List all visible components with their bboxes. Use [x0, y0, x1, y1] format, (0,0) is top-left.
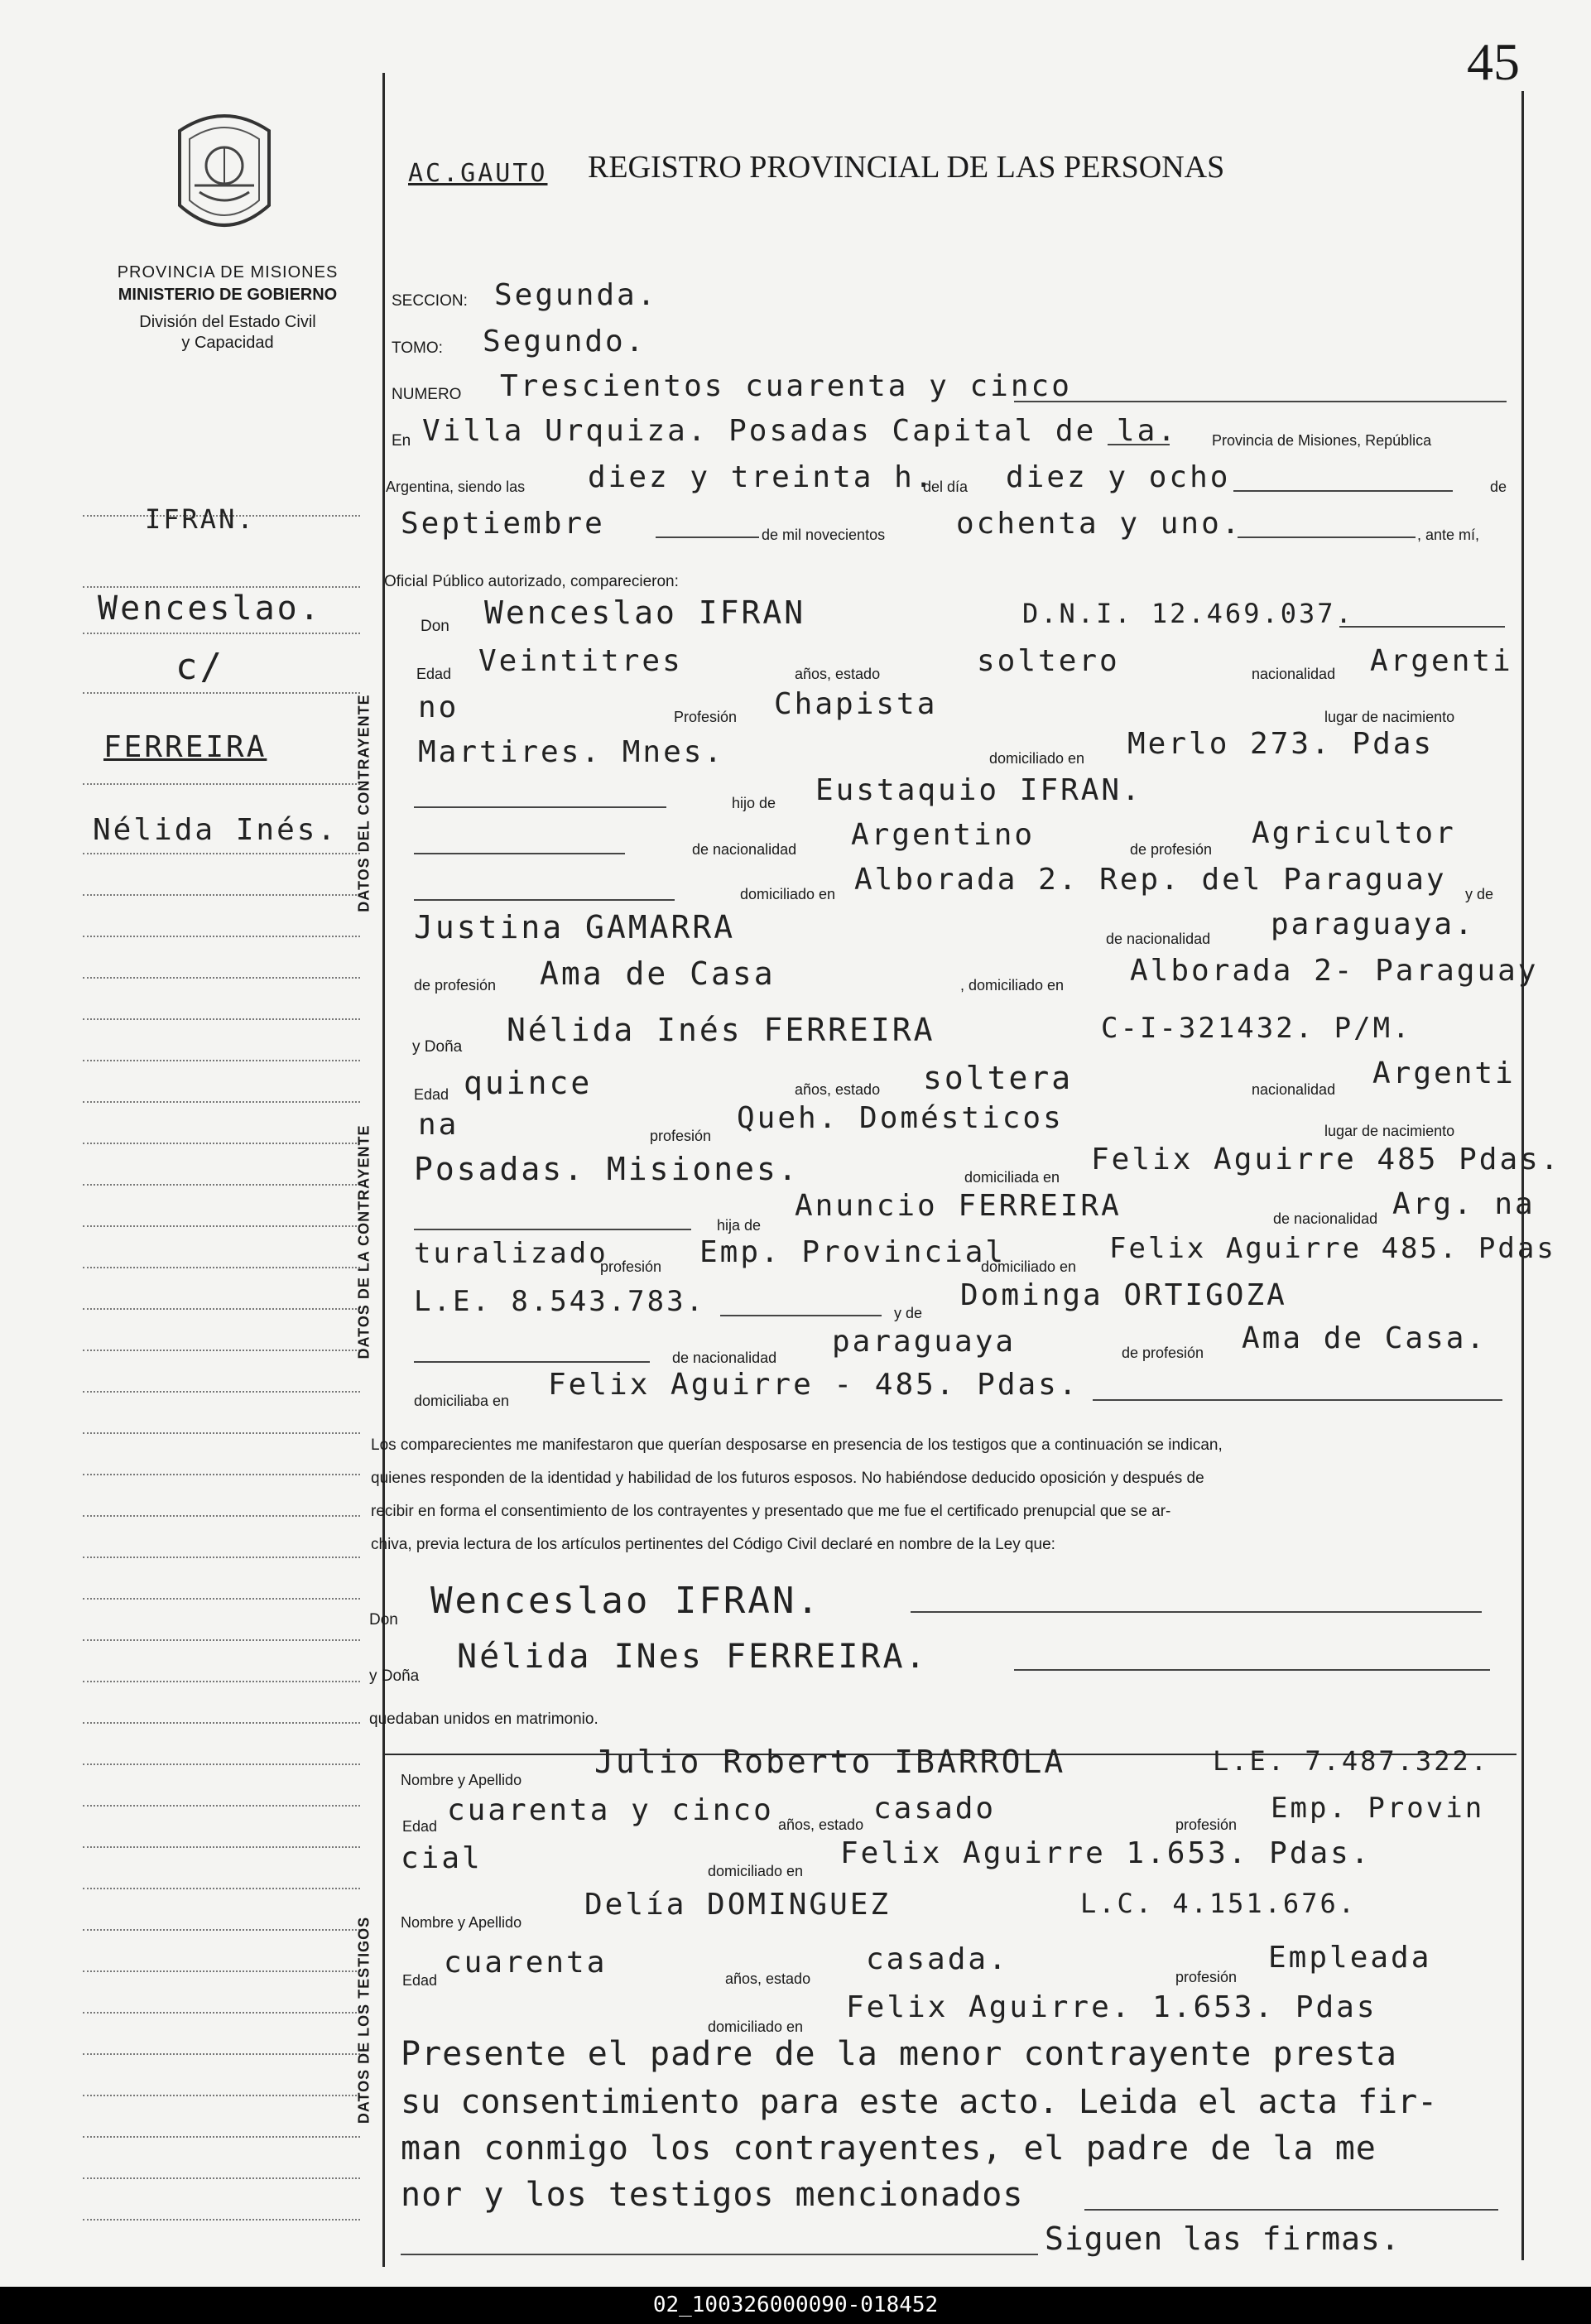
- margin-divider: [83, 586, 360, 588]
- w1-anos-estado-label: años, estado: [778, 1816, 864, 1833]
- groom-madre-prof-label: de profesión: [414, 977, 497, 994]
- groom-padre-dom: Alborada 2. Rep. del Paraguay: [854, 863, 1447, 897]
- bride-padre-prof-label: profesión: [600, 1258, 662, 1275]
- margin-rule: [382, 73, 385, 2267]
- fill-line: [720, 1315, 882, 1316]
- groom-edad: Veintitres: [478, 644, 683, 678]
- fill-line: [1014, 1669, 1490, 1671]
- margin-name-bride: Nélida Inés.: [93, 813, 339, 847]
- margin-divider: [83, 1184, 360, 1186]
- bride-edad: quince: [464, 1065, 593, 1101]
- bride-section-label: DATOS DE LA CONTRAYENTE: [355, 1124, 373, 1359]
- margin-divider: [83, 1143, 360, 1144]
- bride-padre-nac-label: de nacionalidad: [1273, 1210, 1378, 1227]
- margin-divider: [83, 977, 360, 979]
- groom-hijo-label: hijo de: [732, 795, 776, 811]
- groom-don-label: Don: [421, 618, 449, 635]
- org-line-1: PROVINCIA DE MISIONES: [117, 263, 339, 281]
- org-heading: [75, 263, 381, 353]
- w1-nombre-label: Nombre y Apellido: [401, 1772, 522, 1788]
- bride-madre-prof-label: de profesión: [1122, 1345, 1204, 1361]
- bride-profesion-label: profesión: [650, 1128, 712, 1144]
- groom-domicilio: Merlo 273. Pdas: [1127, 727, 1435, 761]
- w1-name: Julio Roberto IBARROLA: [594, 1744, 1066, 1780]
- decl-closing: quedaban unidos en matrimonio.: [369, 1711, 598, 1728]
- org-line-4: y Capacidad: [181, 334, 274, 352]
- fill-line: [1084, 2209, 1498, 2211]
- w1-domicilio-label: domiciliado en: [708, 1863, 804, 1879]
- groom-padre-nac-label: de nacionalidad: [692, 841, 797, 858]
- groom-edad-label: Edad: [416, 666, 452, 682]
- bride-dona-label: y Doña: [412, 1038, 463, 1056]
- fill-line: [911, 1611, 1482, 1613]
- groom-section-label: DATOS DEL CONTRAYENTE: [355, 694, 373, 912]
- groom-dni: D.N.I. 12.469.037.: [1022, 598, 1354, 629]
- bride-padre-dom-label: domiciliado en: [981, 1258, 1077, 1275]
- fill-line: [1339, 626, 1505, 628]
- declaration-line: recibir en forma el consentimiento de los contrayentes y presentado que me fue el certificado prenupcial que se ar-: [371, 1503, 1171, 1520]
- margin-divider: [83, 1060, 360, 1061]
- w1-profesion-label: profesión: [1175, 1816, 1238, 1833]
- page-number: 45: [1467, 32, 1520, 91]
- margin-divider: [83, 1598, 360, 1600]
- groom-y-de-label: y de: [1465, 886, 1494, 902]
- groom-madre-nac: paraguaya.: [1271, 907, 1475, 941]
- w1-prof-b: cial: [401, 1841, 483, 1875]
- seccion-label: SECCION:: [392, 292, 468, 310]
- fill-line: [1093, 1399, 1502, 1401]
- groom-nacionalidad-a: Argenti: [1370, 644, 1513, 678]
- lugar-value: Villa Urquiza. Posadas Capital de la.: [422, 414, 1178, 448]
- fill-line: [401, 2254, 1038, 2255]
- margin-divider: [83, 936, 360, 937]
- bride-domicilio: Felix Aguirre 485 Pdas.: [1091, 1143, 1561, 1176]
- groom-domicilio-label: domiciliado en: [989, 750, 1085, 767]
- bride-edad-label: Edad: [414, 1086, 449, 1103]
- decl-bride: Nélida INes FERREIRA.: [457, 1638, 928, 1676]
- document-id-footer: 02_100326000090-018452: [0, 2287, 1591, 2324]
- w2-doc: L.C. 4.151.676.: [1080, 1888, 1357, 1919]
- w2-prof: Empleada: [1268, 1941, 1432, 1975]
- witness-notes-line: nor y los testigos mencionados: [401, 2176, 1024, 2214]
- witness-notes-line: su consentimiento para este acto. Leida el acta fir-: [401, 2083, 1438, 2121]
- w2-profesion-label: profesión: [1175, 1969, 1238, 1985]
- groom-lugar-nac-label: lugar de nacimiento: [1324, 709, 1455, 725]
- groom-madre-prof: Ama de Casa: [540, 955, 776, 992]
- fill-line: [1238, 536, 1416, 538]
- tomo-label: TOMO:: [392, 339, 443, 357]
- numero-label: NUMERO: [392, 386, 462, 403]
- margin-surname-bride: FERREIRA: [103, 730, 267, 764]
- ante-mi-label: , ante mí,: [1417, 527, 1480, 543]
- bride-padre-dom: Felix Aguirre 485. Pdas: [1109, 1232, 1556, 1265]
- bride-madre-prof: Ama de Casa.: [1242, 1321, 1488, 1355]
- w2-estado: casada.: [866, 1942, 1009, 1976]
- groom-nacionalidad-b: no: [418, 690, 459, 724]
- margin-divider: [83, 1391, 360, 1393]
- groom-anos-estado-label: años, estado: [795, 666, 881, 682]
- groom-padre: Eustaquio IFRAN.: [815, 773, 1142, 807]
- bride-nacionalidad-b: na: [418, 1108, 459, 1142]
- bride-nacionalidad-a: Argenti: [1372, 1056, 1516, 1090]
- org-line-3: División del Estado Civil: [139, 313, 316, 331]
- witness-notes-line: Presente el padre de la menor contrayente presta: [401, 2035, 1397, 2073]
- bride-lugar-nac: Posadas. Misiones.: [414, 1151, 800, 1187]
- de-label: de: [1490, 479, 1507, 495]
- declaration-line: chiva, previa lectura de los artículos pertinentes del Código Civil declaré en nombre de la Ley que:: [371, 1536, 1055, 1553]
- bride-madre-nac-label: de nacionalidad: [672, 1350, 777, 1366]
- org-line-2: MINISTERIO DE GOBIERNO: [118, 286, 338, 304]
- bride-madre-nac: paraguaya: [832, 1325, 1017, 1359]
- margin-connector: c/: [175, 646, 224, 688]
- fill-line: [414, 806, 666, 808]
- w2-dom: Felix Aguirre. 1.653. Pdas: [846, 1990, 1377, 2024]
- groom-madre-nac-label: de nacionalidad: [1106, 931, 1211, 947]
- groom-lugar-nac: Martires. Mnes.: [418, 735, 725, 769]
- anio-value: ochenta y uno.: [956, 507, 1243, 541]
- fill-line: [414, 853, 625, 854]
- margin-divider: [83, 1722, 360, 1724]
- declaration-line: quienes responden de la identidad y habilidad de los futuros esposos. No habiéndose deducido oposición y después de: [371, 1470, 1204, 1487]
- declaration-line: Los comparecientes me manifestaron que querían desposarse en presencia de los testigos que a continuación se indican,: [371, 1436, 1223, 1454]
- margin-divider: [83, 1805, 360, 1807]
- margin-divider: [83, 853, 360, 854]
- groom-padre-prof: Agricultor: [1252, 816, 1456, 850]
- oficial-text: Oficial Público autorizado, comparecieron:: [384, 573, 679, 590]
- bride-padre-nac-b: turalizado: [414, 1237, 608, 1270]
- bride-padre-le: L.E. 8.543.783.: [414, 1285, 706, 1318]
- bride-profesion: Queh. Domésticos: [737, 1101, 1064, 1135]
- header-annotation: AC.GAUTO: [408, 159, 548, 188]
- fill-line: [414, 899, 675, 901]
- groom-profesion: Chapista: [774, 687, 938, 721]
- margin-divider: [83, 783, 360, 785]
- groom-madre-dom: Alborada 2- Paraguay: [1130, 954, 1539, 988]
- margin-divider: [83, 2136, 360, 2138]
- bride-padre-nac-a: Arg. na: [1392, 1187, 1536, 1221]
- tomo-value: Segundo.: [483, 325, 646, 358]
- fill-line: [414, 1229, 691, 1230]
- bride-padre-prof: Emp. Provincial: [699, 1235, 1007, 1269]
- margin-divider: [83, 2053, 360, 2055]
- margin-divider: [83, 1267, 360, 1268]
- bride-ci: C-I-321432. P/M.: [1101, 1012, 1412, 1045]
- mes-value: Septiembre: [401, 507, 605, 541]
- groom-estado: soltero: [977, 644, 1120, 678]
- bride-madre-dom: Felix Aguirre - 485. Pdas.: [548, 1368, 1079, 1402]
- groom-padre-dom-label: domiciliado en: [740, 886, 836, 902]
- margin-divider: [83, 1681, 360, 1682]
- fill-line: [414, 1361, 650, 1363]
- de-mil-label: de mil novecientos: [762, 527, 886, 543]
- margin-divider: [83, 1763, 360, 1765]
- w2-name: Delía DOMINGUEZ: [584, 1888, 892, 1922]
- province-seal-icon: [170, 106, 279, 245]
- margin-divider: [83, 1929, 360, 1931]
- margin-divider: [83, 692, 360, 694]
- seccion-value: Segunda.: [494, 278, 658, 312]
- witnesses-section-label: DATOS DE LOS TESTIGOS: [355, 1916, 373, 2124]
- fill-line: [1108, 444, 1170, 445]
- bride-lugar-nac-label: lugar de nacimiento: [1324, 1123, 1455, 1139]
- margin-divider: [83, 1639, 360, 1641]
- groom-nacionalidad-label: nacionalidad: [1252, 666, 1336, 682]
- margin-surname-groom: IFRAN.: [145, 503, 256, 535]
- del-dia-label: del día: [923, 479, 969, 495]
- fill-line: [656, 536, 759, 538]
- groom-name: Wenceslao IFRAN: [484, 594, 806, 631]
- w2-nombre-label: Nombre y Apellido: [401, 1914, 522, 1931]
- margin-divider: [83, 2012, 360, 2014]
- groom-padre-prof-label: de profesión: [1130, 841, 1213, 858]
- margin-divider: [83, 1308, 360, 1310]
- decl-dona-label: y Doña: [369, 1667, 420, 1685]
- bride-madre-dom-label: domiciliaba en: [414, 1393, 510, 1409]
- provincia-text: Provincia de Misiones, República: [1212, 432, 1432, 449]
- margin-divider: [83, 1225, 360, 1227]
- w2-edad: cuarenta: [444, 1946, 608, 1980]
- margin-divider: [83, 2095, 360, 2096]
- groom-padre-nac: Argentino: [851, 818, 1036, 852]
- margin-divider: [83, 1515, 360, 1517]
- w1-doc: L.E. 7.487.322.: [1213, 1745, 1489, 1777]
- bride-estado: soltera: [923, 1060, 1074, 1096]
- w1-dom: Felix Aguirre 1.653. Pdas.: [840, 1836, 1372, 1870]
- margin-divider: [83, 2177, 360, 2179]
- w2-edad-label: Edad: [402, 1972, 438, 1989]
- decl-don-label: Don: [369, 1611, 398, 1629]
- margin-divider: [83, 1350, 360, 1351]
- groom-profesion-label: Profesión: [674, 709, 738, 725]
- page-title: REGISTRO PROVINCIAL DE LAS PERSONAS: [588, 150, 1225, 185]
- w1-edad: cuarenta y cinco: [447, 1793, 774, 1827]
- margin-divider: [83, 1970, 360, 1972]
- margin-divider: [83, 1888, 360, 1889]
- w1-estado: casado: [873, 1792, 997, 1826]
- fill-line: [1014, 401, 1507, 402]
- decl-groom: Wenceslao IFRAN.: [430, 1580, 821, 1622]
- bride-y-de-label: y de: [894, 1305, 923, 1321]
- margin-divider: [83, 1018, 360, 1020]
- dia-value: diez y ocho: [1006, 460, 1231, 494]
- bride-name: Nélida Inés FERREIRA: [507, 1012, 935, 1048]
- margin-divider: [83, 1432, 360, 1434]
- groom-section-rule: [382, 613, 385, 985]
- groom-madre: Justina GAMARRA: [414, 909, 736, 945]
- margin-divider: [83, 2219, 360, 2221]
- w2-domicilio-label: domiciliado en: [708, 2018, 804, 2035]
- bride-nacionalidad-label: nacionalidad: [1252, 1081, 1336, 1098]
- margin-divider: [83, 1474, 360, 1475]
- bride-domicilio-label: domiciliada en: [964, 1169, 1060, 1186]
- numero-value: Trescientos cuarenta y cinco: [500, 369, 1072, 403]
- w1-edad-label: Edad: [402, 1818, 438, 1835]
- declaration-text: [371, 1429, 1513, 1561]
- margin-divider: [83, 633, 360, 634]
- witness-notes-signatures: Siguen las firmas.: [1045, 2221, 1401, 2257]
- margin-divider: [83, 1557, 360, 1558]
- w2-anos-estado-label: años, estado: [725, 1970, 811, 1987]
- argentina-text: Argentina, siendo las: [386, 479, 526, 495]
- bride-anos-estado-label: años, estado: [795, 1081, 881, 1098]
- w1-prof-a: Emp. Provin: [1271, 1792, 1485, 1825]
- margin-divider: [83, 1846, 360, 1848]
- bride-hija-label: hija de: [717, 1217, 762, 1234]
- bride-padre: Anuncio FERREIRA: [795, 1189, 1122, 1223]
- fill-line: [1233, 490, 1453, 492]
- witness-notes-line: man conmigo los contrayentes, el padre de la me: [401, 2129, 1377, 2168]
- margin-divider: [83, 894, 360, 896]
- margin-name-groom: Wenceslao.: [98, 589, 322, 628]
- bride-madre: Dominga ORTIGOZA: [960, 1278, 1287, 1312]
- margin-divider: [83, 1101, 360, 1103]
- groom-madre-dom-label: , domiciliado en: [960, 977, 1065, 994]
- en-label: En: [392, 432, 411, 450]
- hora-value: diez y treinta h.: [588, 460, 935, 494]
